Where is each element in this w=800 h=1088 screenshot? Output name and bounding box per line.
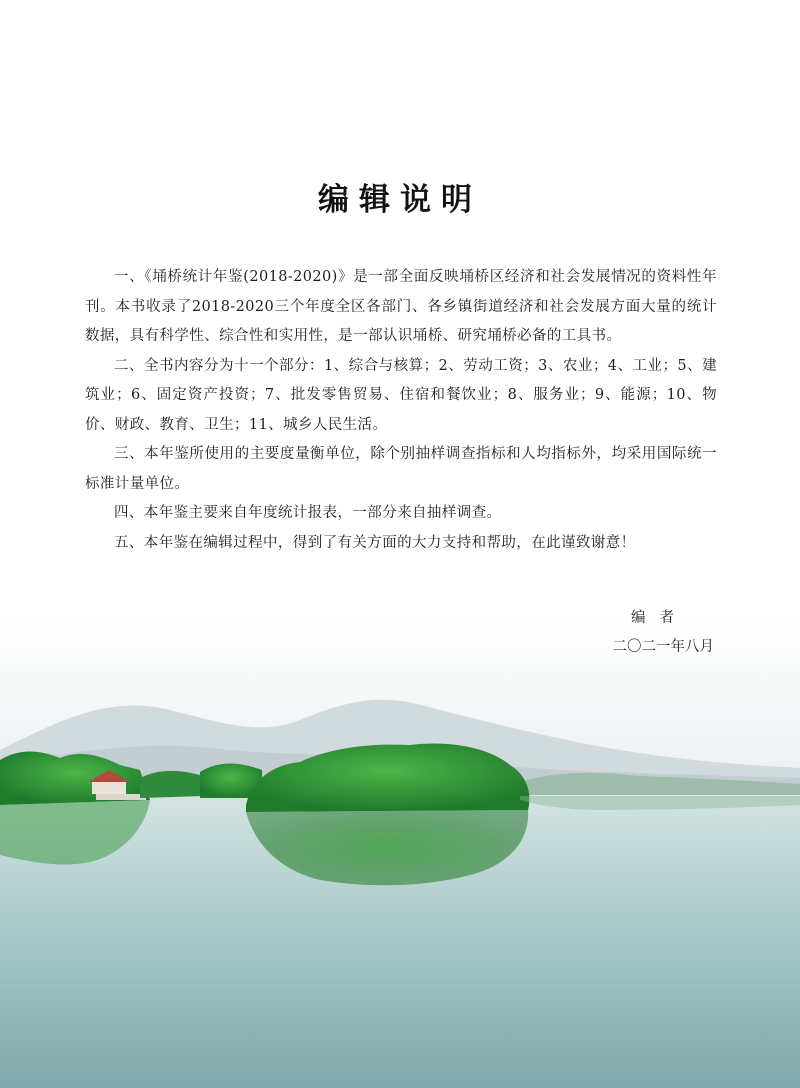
lake-landscape-image bbox=[0, 600, 800, 1088]
signature-editor: 编者 bbox=[631, 610, 688, 626]
note-paragraph-3: 三、本年鉴所使用的主要度量衡单位，除个别抽样调查指标和人均指标外，均采用国际统一标准计量单位。 bbox=[85, 446, 717, 492]
note-paragraph-2: 二、全书内容分为十一个部分：1、综合与核算；2、劳动工资；3、农业；4、工业；5、建筑业；6、固定资产投资；7、批发零售贸易、住宿和餐饮业；8、服务业；9、能源；10、物价、财政、教育、卫生；11、城乡人民生活。 bbox=[85, 357, 717, 433]
editorial-notes bbox=[85, 263, 717, 558]
note-paragraph-5: 五、本年鉴在编辑过程中，得到了有关方面的大力支持和帮助，在此谨致谢意！ bbox=[114, 534, 636, 551]
note-paragraph-1: 一、《埇桥统计年鉴(2018-2020)》是一部全面反映埇桥区经济和社会发展情况的资料性年刊。本书收录了2018-2020三个年度全区各部门、各乡镇街道经济和社会发展方面大量的统计数据，具有科学性、综合性和实用性，是一部认识埇桥、研究埇桥必备的工具书。 bbox=[85, 269, 717, 344]
page-title: 编辑说明 bbox=[318, 182, 482, 218]
signature-block bbox=[613, 604, 715, 662]
signature-date: 二〇二一年八月 bbox=[612, 639, 714, 655]
note-paragraph-4: 四、本年鉴主要来自年度统计报表，一部分来自抽样调查。 bbox=[114, 505, 502, 521]
